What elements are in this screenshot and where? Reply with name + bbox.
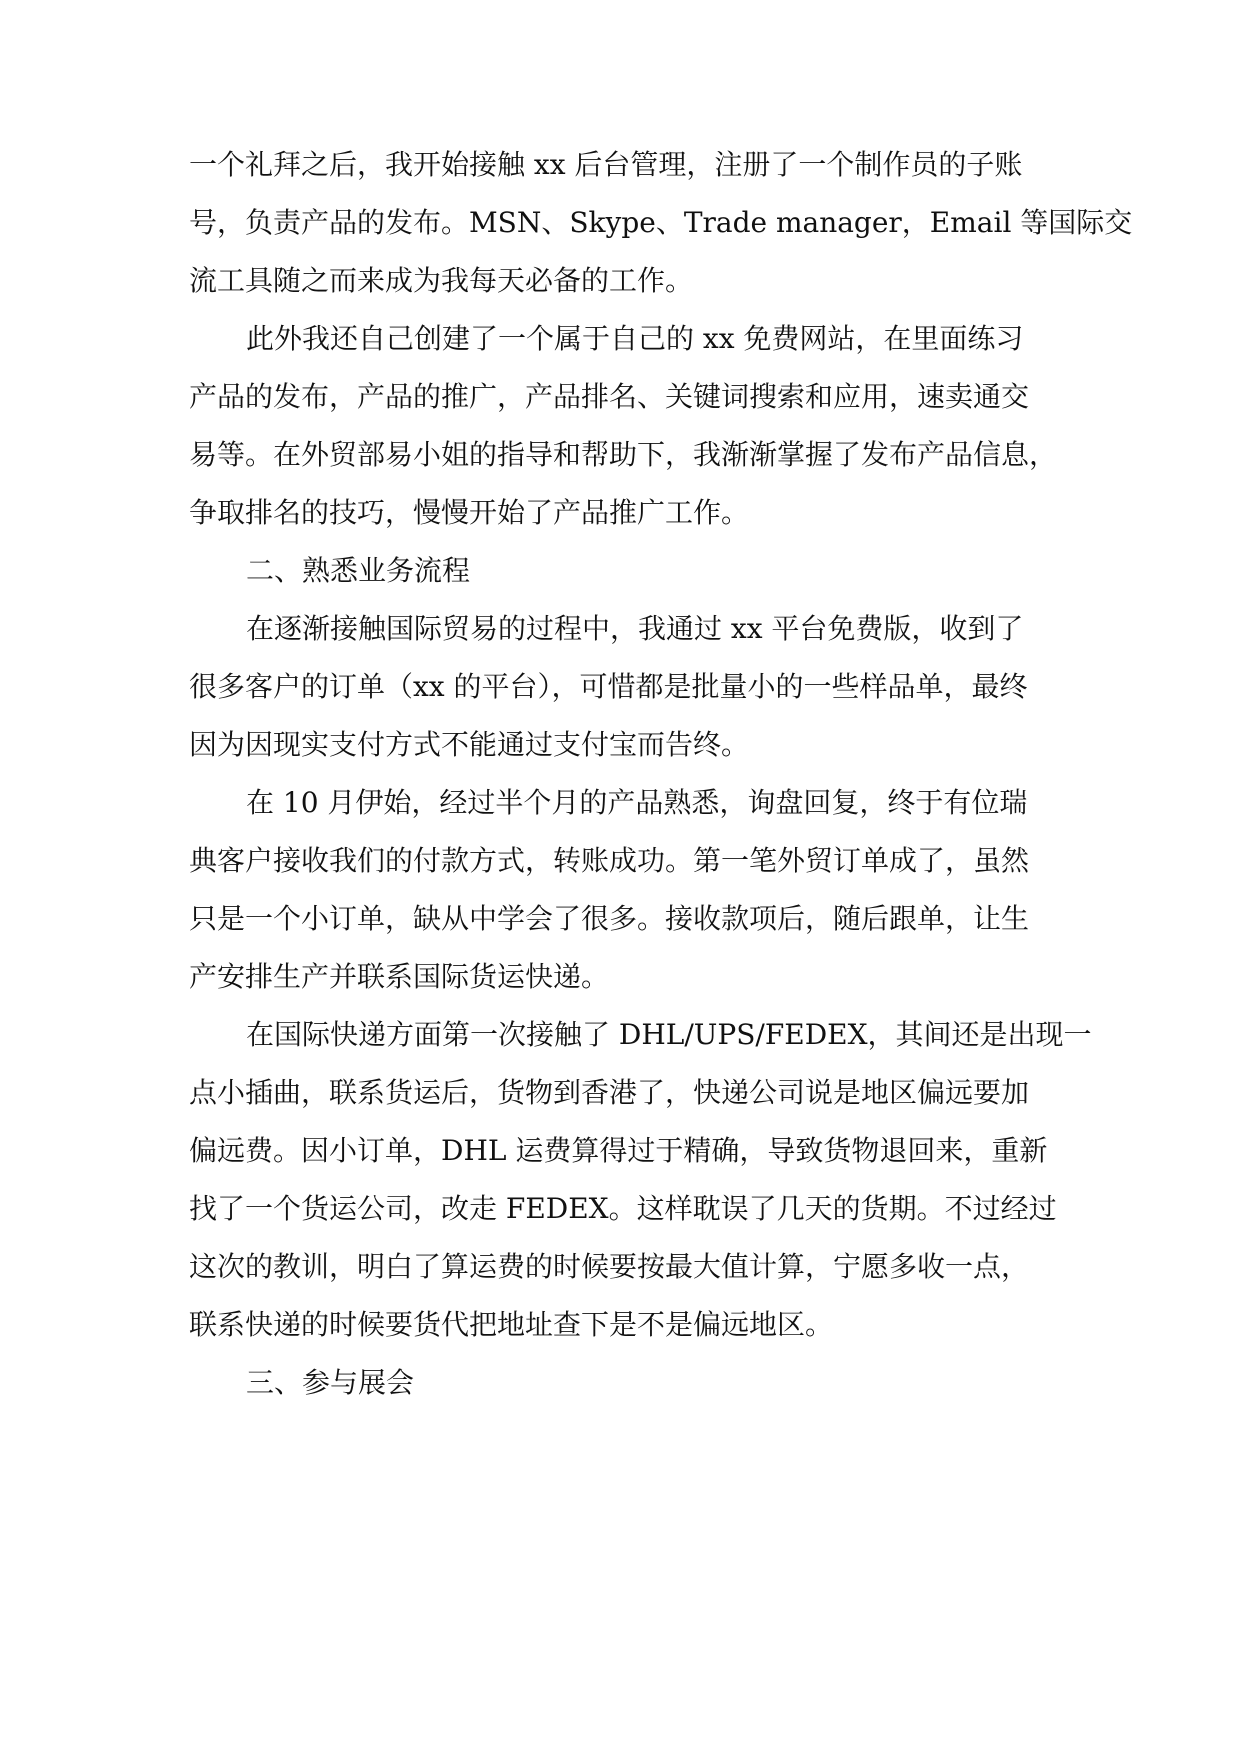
text-line-10: 很多客户的订单（xx 的平台），可惜都是批量小的一些样品单，最终 bbox=[189, 670, 1028, 703]
section-heading-3: 三、参与展会 bbox=[246, 1366, 415, 1399]
text-line-13: 典客户接收我们的付款方式，转账成功。第一笔外贸订单成了，虽然 bbox=[189, 844, 1030, 877]
text-line-4: 此外我还自己创建了一个属于自己的 xx 免费网站，在里面练习 bbox=[246, 322, 1024, 355]
text-line-9: 在逐渐接触国际贸易的过程中，我通过 xx 平台免费版，收到了 bbox=[246, 612, 1024, 645]
section-heading-2: 二、熟悉业务流程 bbox=[246, 554, 471, 587]
text-line-12: 在 10 月伊始，经过半个月的产品熟悉，询盘回复，终于有位瑞 bbox=[246, 786, 1028, 819]
text-line-17: 点小插曲，联系货运后，货物到香港了，快递公司说是地区偏远要加 bbox=[189, 1076, 1030, 1109]
text-line-21: 联系快递的时候要货代把地址查下是不是偏远地区。 bbox=[189, 1308, 834, 1341]
text-line-6: 易等。在外贸部易小姐的指导和帮助下，我渐渐掌握了发布产品信息， bbox=[189, 438, 1058, 471]
text-line-5: 产品的发布，产品的推广，产品排名、关键词搜索和应用，速卖通交 bbox=[189, 380, 1030, 413]
text-line-15: 产安排生产并联系国际货运快递。 bbox=[189, 960, 610, 993]
text-line-14: 只是一个小订单，缺从中学会了很多。接收款项后，随后跟单，让生 bbox=[189, 902, 1030, 935]
text-line-16: 在国际快递方面第一次接触了 DHL/UPS/FEDEX，其间还是出现一 bbox=[246, 1018, 1092, 1051]
text-line-7: 争取排名的技巧，慢慢开始了产品推广工作。 bbox=[189, 496, 750, 529]
text-line-11: 因为因现实支付方式不能通过支付宝而告终。 bbox=[189, 728, 750, 761]
text-line-2: 号，负责产品的发布。MSN、Skype、Trade manager，Email 等国际交 bbox=[189, 206, 1133, 239]
text-line-18: 偏远费。因小订单，DHL 运费算得过于精确，导致货物退回来，重新 bbox=[189, 1134, 1048, 1167]
text-line-1: 一个礼拜之后，我开始接触 xx 后台管理，注册了一个制作员的子账 bbox=[189, 148, 1023, 181]
text-line-3: 流工具随之而来成为我每天必备的工作。 bbox=[189, 264, 694, 297]
text-line-19: 找了一个货运公司，改走 FEDEX。这样耽误了几天的货期。不过经过 bbox=[189, 1192, 1057, 1225]
text-line-20: 这次的教训，明白了算运费的时候要按最大值计算，宁愿多收一点， bbox=[189, 1250, 1030, 1283]
